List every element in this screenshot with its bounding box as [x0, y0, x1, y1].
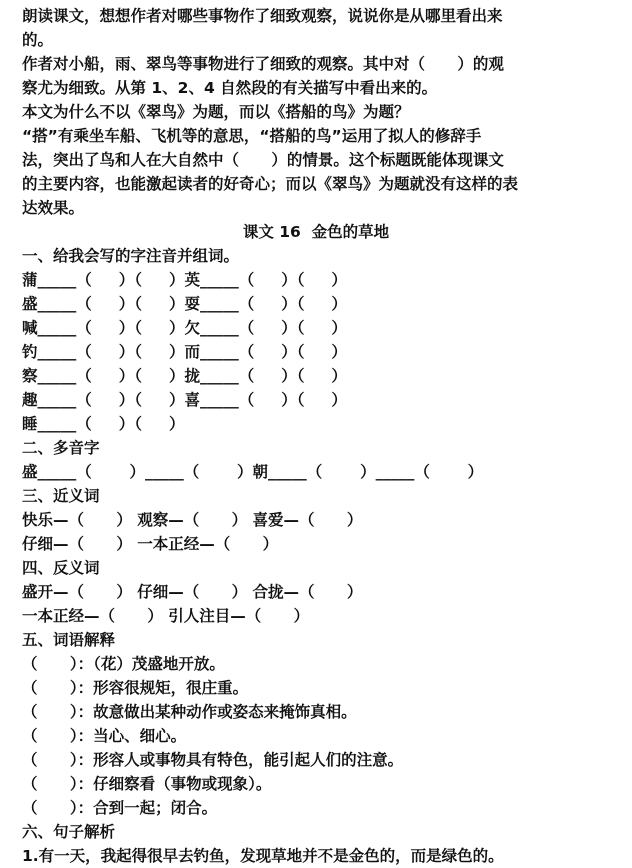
text-line: “搭”有乘坐车船、飞机等的意思，“搭船的鸟”运用了拟人的修辞手: [22, 127, 482, 145]
exercise-row: 仔细—（ ） 一本正经—（ ）: [22, 535, 279, 553]
exercise-row: 喊_____（ ）（ ）欠_____（ ）（ ）: [22, 319, 347, 337]
definition-row: （ ）：（花）茂盛地开放。: [22, 655, 225, 673]
text-line: 的。: [22, 31, 54, 49]
exercise-row: 盛_____（ ）_____（ ）朝_____（ ）_____（ ）: [22, 463, 484, 481]
section-heading: 六、句子解析: [22, 823, 116, 841]
exercise-row: 一本正经—（ ） 引人注目—（ ）: [22, 607, 310, 625]
definition-row: （ ）：故意做出某种动作或姿态来掩饰真相。: [22, 703, 357, 721]
exercise-row: 钓_____（ ）（ ）而_____（ ）（ ）: [22, 343, 347, 361]
definition-row: （ ）：形容人或事物具有特色，能引起人们的注意。: [22, 751, 404, 769]
exercise-row: 盛_____（ ）（ ）耍_____（ ）（ ）: [22, 295, 347, 313]
section-heading: 四、反义词: [22, 559, 100, 577]
text-line: 作者对小船，雨、翠鸟等事物进行了细致的观察。其中对（ ）的观: [22, 55, 504, 73]
section-heading: 一、给我会写的字注音并组词。: [22, 247, 240, 265]
text-line: 达效果。: [22, 199, 85, 217]
definition-row: （ ）：仔细察看（事物或现象）。: [22, 775, 272, 793]
text-line: 1.有一天，我起得很早去钓鱼，发现草地并不是金色的，而是绿色的。: [22, 847, 504, 865]
exercise-row: 睡_____（ ）（ ）: [22, 415, 185, 433]
exercise-row: 快乐—（ ） 观察—（ ） 喜爱—（ ）: [22, 511, 363, 529]
lesson-title: 课文 16 金色的草地: [242, 223, 390, 241]
section-heading: 三、近义词: [22, 487, 100, 505]
exercise-row: 蒲_____（ ）（ ）英_____（ ）（ ）: [22, 271, 347, 289]
text-line: 朗读课文，想想作者对哪些事物作了细致观察，说说你是从哪里看出来: [22, 7, 503, 25]
exercise-row: 盛开—（ ） 仔细—（ ） 合拢—（ ）: [22, 583, 363, 601]
definition-row: （ ）：形容很规矩，很庄重。: [22, 679, 249, 697]
exercise-row: 察_____（ ）（ ）拢_____（ ）（ ）: [22, 367, 347, 385]
text-line: 察尤为细致。从第 1、2、4 自然段的有关描写中看出来的。: [22, 79, 438, 97]
section-heading: 二、多音字: [22, 439, 100, 457]
definition-row: （ ）：当心、细心。: [22, 727, 187, 745]
text-line: 法，突出了鸟和人在大自然中（ ）的情景。这个标题既能体现课文: [22, 151, 504, 169]
text-line: 本文为什么不以《翠鸟》为题，而以《搭船的鸟》为题？: [22, 103, 410, 121]
section-heading: 五、词语解释: [22, 631, 116, 649]
definition-row: （ ）：合到一起；闭合。: [22, 799, 218, 817]
exercise-row: 趣_____（ ）（ ）喜_____（ ）（ ）: [22, 391, 347, 409]
text-line: 的主要内容，也能激起读者的好奇心；而以《翠鸟》为题就没有这样的表: [22, 175, 519, 193]
